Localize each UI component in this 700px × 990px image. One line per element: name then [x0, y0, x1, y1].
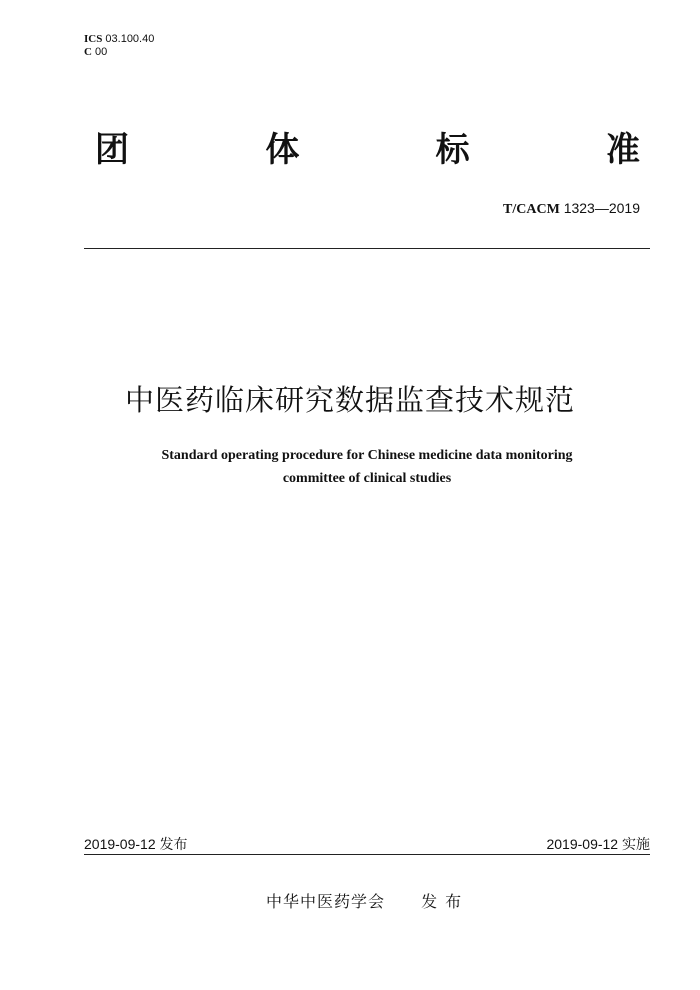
classification-block: [84, 33, 154, 59]
ics-line: [84, 33, 154, 46]
standard-type-char: 体: [265, 130, 300, 170]
implement-date: 2019-09-12 实施: [546, 836, 650, 852]
ics-label: ICS: [84, 33, 103, 45]
issuer-org: 中华中医药学会: [266, 892, 386, 911]
standard-type-char: 准: [605, 130, 640, 170]
standard-type-char: 标: [435, 130, 470, 170]
standard-type-heading: [95, 128, 640, 172]
standard-number-prefix: T/CACM: [503, 202, 560, 217]
title-english-line: Standard operating procedure for Chinese medicine data monitoring: [161, 448, 573, 463]
ccs-code: 00: [95, 46, 108, 58]
ccs-line: [84, 46, 154, 59]
bottom-divider: [84, 854, 650, 855]
top-divider: [84, 248, 650, 249]
ccs-label: C: [84, 46, 92, 58]
standard-type-char: 团: [95, 130, 129, 170]
standard-number: [503, 200, 640, 218]
title-chinese: 中医药临床研究数据监查技术规范: [124, 383, 575, 417]
title-english: [0, 444, 700, 490]
title-english-line: committee of clinical studies: [282, 471, 452, 486]
issuer: [266, 889, 469, 912]
standard-number-value: 1323—2019: [563, 200, 640, 216]
publish-date: 2019-09-12 发布: [84, 836, 188, 852]
issuer-action: 发布: [421, 892, 470, 911]
ics-code: 03.100.40: [105, 33, 155, 45]
